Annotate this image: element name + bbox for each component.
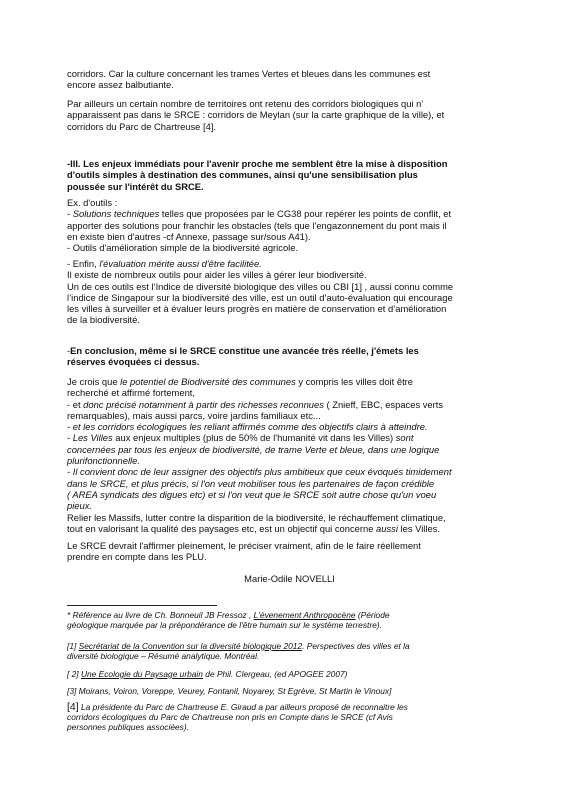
- text-line: - et les corridors écologiques les reliant affirmés comme des objectifs clairs à atteindre.: [67, 421, 428, 433]
- text-span: aussi: [376, 522, 398, 534]
- footnote-1: [67, 641, 512, 661]
- text-line: pieux.: [67, 500, 93, 512]
- text-line: Ex. d'outils :: [67, 197, 118, 208]
- paragraph-corridors-culture: [67, 68, 512, 91]
- text-line: [67, 258, 512, 269]
- footnote-line: personnes publiques associées).: [67, 722, 189, 733]
- text-line: ( AREA syndicats des digues etc) et si l'on veut que le SRCE soit autre chose qu'un voeu: [67, 488, 437, 500]
- text-span: Je crois que: [67, 376, 121, 387]
- text-span: aux enjeux multiples (plus de 50% de l'humanité vit dans les Villes): [112, 432, 396, 444]
- signature-name: Marie-Odile NOVELLI: [244, 573, 335, 584]
- footnote-2-link[interactable]: Une Ecologie du Paysage urbain: [80, 669, 203, 679]
- footnote-separator: [67, 605, 217, 606]
- text-line: - Il convient donc de leur assigner des objectifs plus ambitieux que ceux évoqués timidement: [67, 466, 452, 478]
- signature: [67, 573, 512, 584]
- footnote-4: [67, 702, 512, 733]
- text-span: La présidente du Parc de Chartreuse E. Giraud a par ailleurs proposé de reconnaitre les: [78, 702, 408, 712]
- text-span: -: [67, 345, 71, 356]
- text-span: - et: [67, 398, 84, 410]
- text-span: (Période: [355, 610, 390, 620]
- text-line: Il existe de nombreux outils pour aider les villes à gérer leur biodiversité.: [67, 269, 367, 281]
- text-span: -: [67, 432, 73, 444]
- text-span: -: [67, 208, 73, 220]
- text-span: les Villes.: [397, 522, 440, 534]
- footnote-line: [67, 702, 512, 712]
- text-line: en existe bien d'autres -cf Annexe, passage sur/sous A41).: [67, 230, 311, 242]
- heading-line: d'outils simples à destination des communes, ainsi qu'une sensibilisation plus: [67, 169, 418, 181]
- footnote-line: diversité biologique – Résumé analytique. Montréal.: [67, 651, 260, 662]
- text-span: de Phil. Clergeau, (ed APOGEE 2007): [202, 669, 348, 679]
- paragraph-outils: [67, 197, 512, 253]
- text-line: apporter des solutions pour franchir les obstacles (tels que l'engazonnement du pont mais il: [67, 219, 447, 231]
- text-span: . Perspectives des villes et la: [302, 641, 410, 651]
- text-span: le potentiel de Biodiversité des communes: [120, 376, 296, 387]
- text-span: sont: [395, 432, 414, 444]
- text-span: donc précisé notamment à partir des richesses reconnues: [83, 398, 324, 410]
- text-span: tout en valorisant la qualité des paysages etc, est un objectif qui concerne: [67, 522, 377, 534]
- text-line: dans le SRCE, et plus précis, si l'on veut mobiliser tous les partenaires de façon crédible: [67, 477, 435, 489]
- heading-line: réserves évoquées ci dessus.: [67, 356, 200, 368]
- text-line: de la biodiversité.: [67, 314, 140, 326]
- text-line: Par ailleurs un certain nombre de territoires ont retenu des corridors biologiques qui n': [67, 98, 424, 109]
- text-line: corridors. Car la culture concernant les trames Vertes et bleues dans les communes est: [67, 68, 431, 79]
- text-line: encore assez balbutiante.: [67, 79, 174, 91]
- text-line: l’indice de Singapour sur la biodiversité des ville, est un outil d’auto-évaluation qui encourage: [67, 291, 453, 303]
- footnote-line: [3] Moirans, Voiron, Voreppe, Veurey, Fontanil, Noyarey, St Egrève, St Martin le Vinoux]: [67, 686, 392, 696]
- text-line: prendre en compte dans les PLU.: [67, 551, 207, 563]
- text-span: - Enfin,: [67, 258, 100, 269]
- conclusion-heading: [67, 345, 512, 368]
- text-line: Relier les Massifs, lutter contre la disparition de la biodiversité, le réchauffement climatique,: [67, 511, 446, 523]
- text-line: Un de ces outils est l’Indice de diversité biologique des villes ou CBI [1] , aussi connu comme: [67, 280, 454, 292]
- paragraph-evaluation: [67, 258, 512, 326]
- text-span: [ 2]: [67, 669, 81, 679]
- footnote-4-number: [4]: [67, 701, 79, 713]
- footnote-line: géologique marquée par la prépondérance de l'être humain sur le système terrestre).: [67, 620, 382, 631]
- book-title-link[interactable]: L'évenement Anthropocène: [253, 610, 356, 620]
- text-line: corridors du Parc de Chartreuse [4].: [67, 120, 217, 132]
- text-span: Les Villes: [72, 432, 113, 444]
- heading-line: -III. Les enjeux immédiats pour l'avenir proche me semblent être la mise à disposition: [67, 158, 448, 169]
- text-span: y compris les villes doit être: [295, 376, 414, 387]
- footnote-line: [67, 669, 512, 679]
- text-line: recherché et affirmé fortement,: [67, 387, 196, 399]
- footnote-line: corridors écologiques du Parc de Chartreuse non pris en Compte dans le SRCE (cf Avis: [67, 712, 393, 723]
- text-line: les villes à surveiller et à évaluer leurs progrès en matière de conservation et d’amélioration: [67, 303, 447, 315]
- text-line: [67, 376, 512, 387]
- text-span: telles que proposées par le CG38 pour repérer les points de conflit, et: [159, 208, 452, 220]
- paragraph-territoires: [67, 98, 512, 132]
- text-line: [67, 208, 512, 219]
- text-line: [67, 399, 512, 410]
- text-line: apparaissent pas dans le SRCE : corridors de Meylan (sur la carte graphique de la ville), et: [67, 109, 445, 121]
- footnote-2: [67, 669, 512, 679]
- text-line: plurifonctionnelle.: [67, 455, 140, 467]
- paragraph-final: [67, 540, 512, 563]
- footnote-1-link[interactable]: Secrétariat de la Convention sur la diversité biologique 2012: [78, 641, 303, 651]
- footnote-line: [67, 610, 512, 620]
- text-line: - Outils d'amélioration simple de la biodiversité agricole.: [67, 242, 299, 254]
- footnote-star: [67, 610, 512, 630]
- text-line: Le SRCE devrait l'affirmer pleinement, le préciser vraiment, afin de le faire réellement: [67, 540, 421, 551]
- text-span: ( Znieff, EBC, espaces verts: [323, 398, 444, 410]
- text-line: [67, 432, 512, 443]
- footnote-3: [67, 686, 512, 696]
- text-span: * Référence au livre de Ch. Bonneuil JB Fressoz ,: [67, 610, 254, 620]
- heading-line: poussée sur l'intérêt du SRCE.: [67, 180, 204, 192]
- text-line: concernées par tous les enjeux de biodiversité, de trame Verte et bleue, dans une logique: [67, 443, 440, 455]
- heading-line: [67, 345, 512, 356]
- evaluation-term: l'évaluation mérite aussi d'être facilitée.: [99, 258, 262, 269]
- solutions-techniques-term: Solutions techniques: [72, 208, 160, 220]
- text-line: [67, 523, 512, 534]
- text-line: remarquables), mais aussi parcs, voire jardins familiaux etc...: [67, 409, 321, 421]
- section-heading-iii: [67, 158, 512, 192]
- paragraph-conclusion: [67, 376, 512, 534]
- footnote-line: [67, 641, 512, 651]
- text-span: [1]: [67, 641, 79, 651]
- text-span: En conclusion, même si le SRCE constitue une avancée très réelle, j'émets les: [70, 345, 419, 356]
